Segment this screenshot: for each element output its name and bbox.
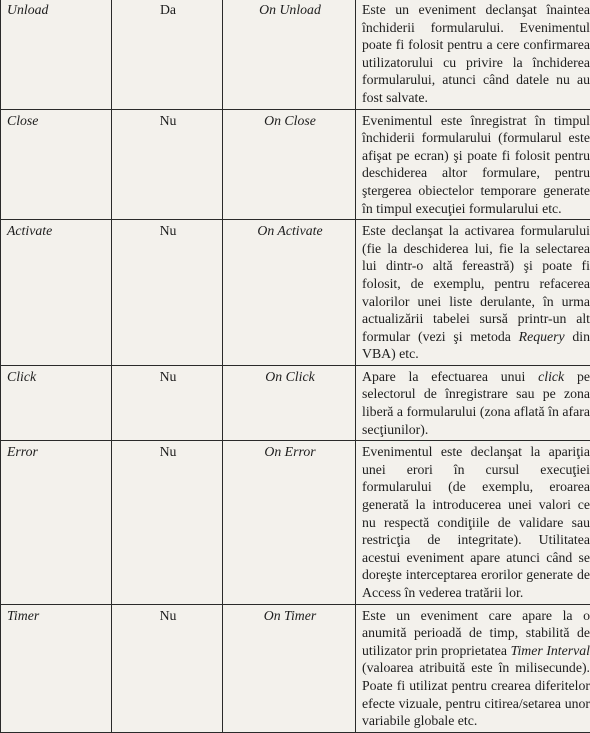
event-handler-cell: On Close	[223, 109, 356, 220]
event-handler-cell: On Click	[223, 365, 356, 440]
description-text: din VBA) etc.	[362, 329, 590, 362]
description-italic-term: Requery	[519, 329, 565, 344]
event-description-cell	[356, 0, 590, 109]
event-name-cell: Close	[1, 109, 112, 220]
event-cancellable-cell: Nu	[112, 441, 223, 604]
event-row	[1, 604, 590, 732]
description-text: Evenimentul este înregistrat în timpul închiderii formularului (formularul este afişat pe ecran) şi poate fi folosit pentru deschiderea altor formulare, pentru ştergerea obiectelor temporare generate în timpul execuţiei formularului etc.	[362, 113, 590, 216]
event-name-cell: Activate	[1, 220, 112, 366]
event-row	[1, 0, 590, 109]
event-row	[1, 441, 590, 604]
event-description-cell	[356, 109, 590, 220]
description-italic-term: Timer Interval	[511, 643, 590, 658]
event-name-cell: Click	[1, 365, 112, 440]
event-name-cell: Error	[1, 441, 112, 604]
event-name-cell: Unload	[1, 0, 112, 109]
event-cancellable-cell: Nu	[112, 604, 223, 732]
event-handler-cell: On Unload	[223, 0, 356, 109]
description-text: Este un eveniment care apare la o anumită perioadă de timp, stabilită de utilizator prin proprietatea	[362, 608, 590, 658]
description-text: Este un eveniment declanşat înaintea închiderii formularului. Evenimentul poate fi folosit pentru a cere confirmarea utilizatorului cu privire la închiderea formularului, atunci când datele nu au fost salvate.	[362, 2, 590, 105]
event-row	[1, 220, 590, 366]
description-italic-term: click	[538, 369, 564, 384]
event-cancellable-cell: Da	[112, 0, 223, 109]
event-row	[1, 109, 590, 220]
event-cancellable-cell: Nu	[112, 220, 223, 366]
event-row	[1, 365, 590, 440]
event-cancellable-cell: Nu	[112, 109, 223, 220]
description-text: Apare la efectuarea unui	[362, 369, 538, 384]
event-name-cell: Timer	[1, 604, 112, 732]
event-handler-cell: On Error	[223, 441, 356, 604]
description-text: pe selectorul de înregistrare sau pe zona liberă a formularului (zona aflată în afara secţiunilor).	[362, 369, 590, 437]
description-text: Este declanşat la activarea formularului (fie la deschiderea lui, fie la selectarea lui dintr-o altă fereastră) şi poate fi folosit, de exemplu, pentru refacerea valorilor unei liste derulante, în urma actualizării tabelei sursă printr-un alt formular (vezi şi metoda	[362, 223, 590, 344]
event-description-cell	[356, 220, 590, 366]
event-cancellable-cell: Nu	[112, 365, 223, 440]
event-handler-cell: On Timer	[223, 604, 356, 732]
form-events-table-body	[1, 0, 590, 732]
event-handler-cell: On Activate	[223, 220, 356, 366]
event-description-cell	[356, 365, 590, 440]
description-text: (valoarea atribuită este în milisecunde). Poate fi utilizat pentru crearea diferitelor efecte vizuale, pentru citirea/setarea unor variabile globale etc.	[362, 660, 590, 728]
event-description-cell	[356, 604, 590, 732]
description-text: Evenimentul este declanşat la apariţia unei erori în cursul execuţiei formularului (de exemplu, eroarea generată la introducerea unei valori ce nu respectă condiţiile de validare sau restricţia de integritate). Utilitatea acestui eveniment apare atunci când se doreşte interceptarea erorilor generate de Access în vederea tratării lor.	[362, 444, 590, 600]
event-description-cell	[356, 441, 590, 604]
